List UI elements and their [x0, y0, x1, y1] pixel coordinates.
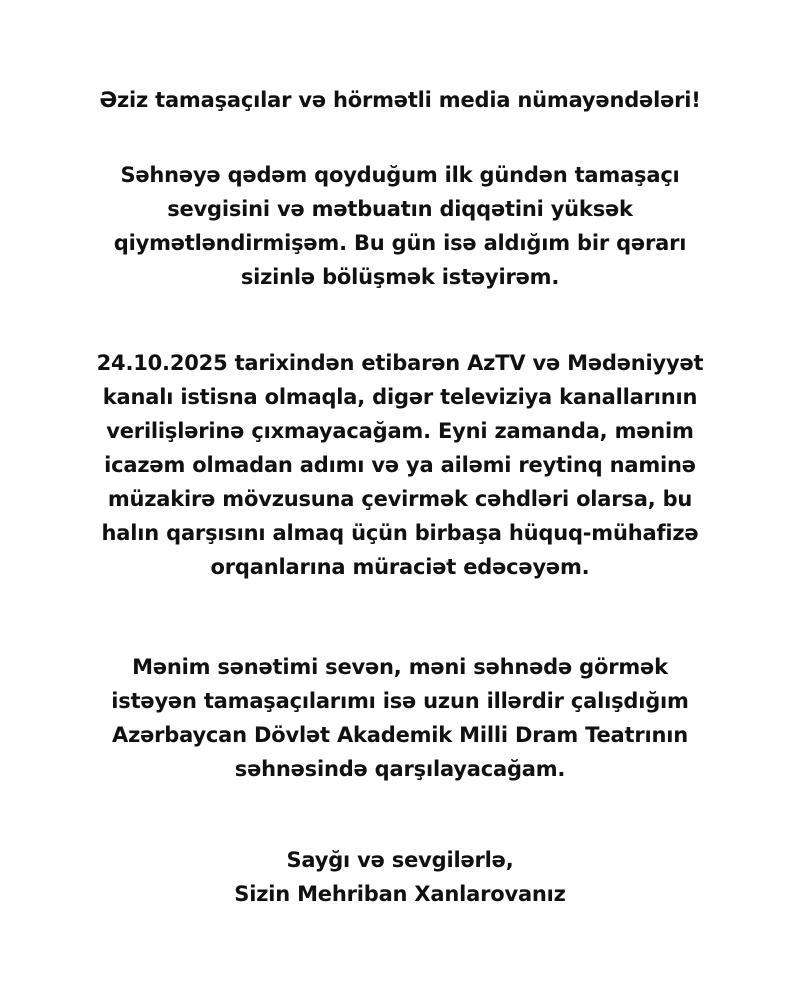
paragraph-line: icazəm olmadan adımı və ya ailəmi reytinq naminə — [104, 453, 696, 477]
paragraph-line: 24.10.2025 tarixindən etibarən AzTV və Mədəniyyət — [96, 351, 704, 375]
paragraph-line: səhnəsində qarşılayacağam. — [234, 757, 566, 781]
paragraph-line: istəyən tamaşaçılarımı isə uzun illərdir çalışdığım — [111, 689, 689, 713]
paragraph-line: müzakirə mövzusuna çevirmək cəhdləri olarsa, bu — [107, 487, 693, 511]
paragraph-line: Mənim sənətimi sevən, məni səhnədə görmək — [132, 655, 668, 679]
paragraph-theatre — [40, 650, 760, 786]
sign-off — [40, 843, 760, 911]
greeting-line: Əziz tamaşaçılar və hörmətli media nümayəndələri! — [99, 88, 701, 112]
paragraph-line: sevgisini və mətbuatın diqqətini yüksək — [167, 197, 633, 221]
paragraph-line: Səhnəyə qədəm qoyduğum ilk gündən tamaşaçı — [120, 163, 680, 187]
paragraph-line: sizinlə bölüşmək istəyirəm. — [240, 265, 560, 289]
paragraph-line: orqanlarına müraciət edəcəyəm. — [210, 555, 590, 579]
greeting — [40, 83, 760, 117]
closing-line: Sayğı və sevgilərlə, — [286, 848, 514, 872]
paragraph-line: qiymətləndirmişəm. Bu gün isə aldığım bir qərarı — [113, 231, 687, 255]
paragraph-line: verilişlərinə çıxmayacağam. Eyni zamanda, mənim — [106, 419, 694, 443]
signature-line: Sizin Mehriban Xanlarovanız — [234, 882, 566, 906]
paragraph-line: kanalı istisna olmaqla, digər televiziya kanallarının — [102, 385, 698, 409]
paragraph-line: halın qarşısını almaq üçün birbaşa hüquq-mühafizə — [101, 521, 699, 545]
paragraph-line: Azərbaycan Dövlət Akademik Milli Dram Teatrının — [112, 723, 688, 747]
paragraph-announcement — [40, 346, 760, 584]
paragraph-intro — [40, 158, 760, 294]
